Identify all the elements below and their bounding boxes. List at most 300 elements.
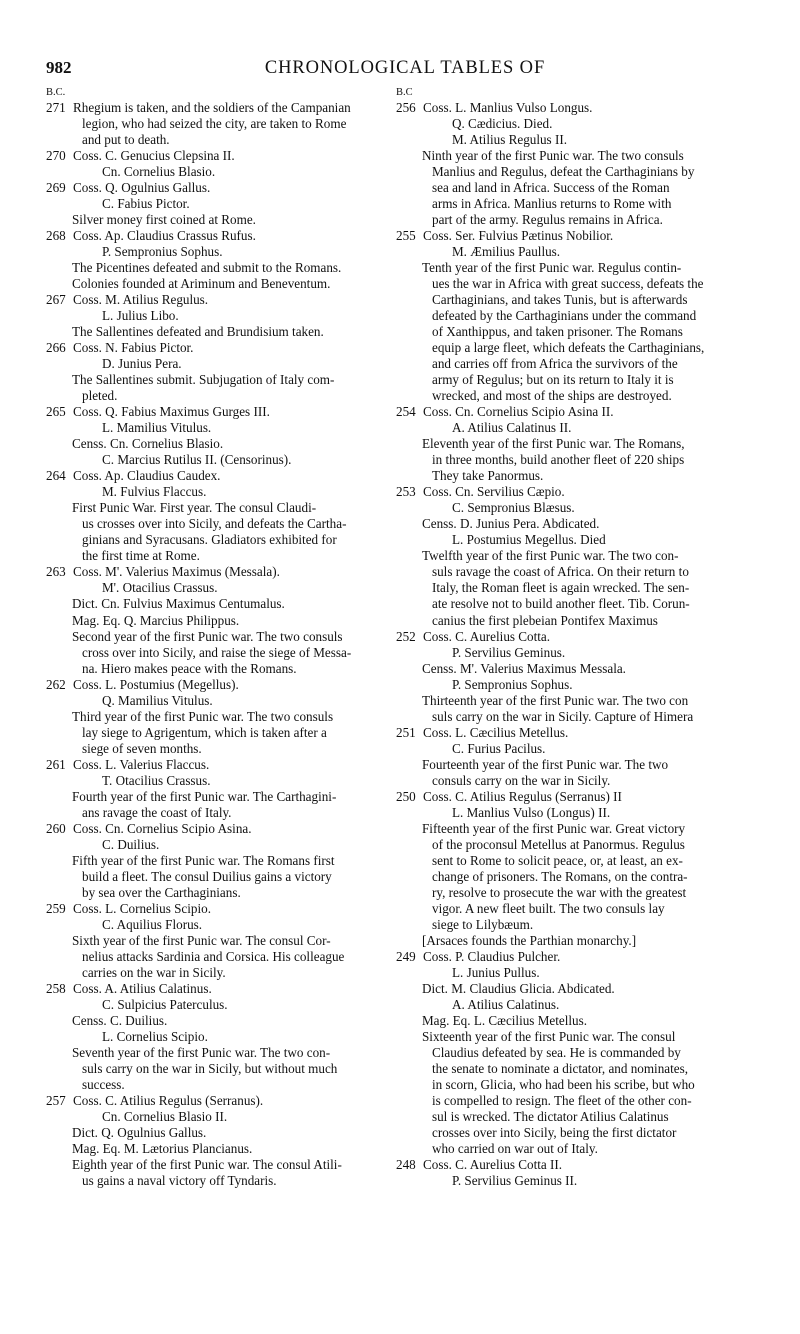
chronology-line [46,709,388,725]
entry-text: wrecked, and most of the ships are destroyed. [432,388,672,404]
chronology-line [396,580,766,596]
chronology-line [396,196,766,212]
year-number: 252 [396,628,416,644]
chronology-line [396,1077,766,1093]
chronology-line [396,1045,766,1061]
entry-text: Cn. Cornelius Blasio. [102,164,216,180]
entry-text: [Arsaces founds the Parthian monarchy.] [422,932,637,948]
entry-text: Coss. M'. Valerius Maximus (Messala). [73,564,280,580]
entry-text: Coss. C. Atilius Regulus (Serranus) II [423,788,622,804]
entry-text: M. Atilius Regulus II. [452,132,567,148]
chronology-line [46,148,388,164]
entry-text: Coss. L. Cæcilius Metellus. [423,724,569,740]
entry-text: Coss. Ap. Claudius Crassus Rufus. [73,228,256,244]
entry-text: A. Atilius Calatinus II. [452,420,572,436]
chronology-line [46,965,388,981]
chronology-line [396,148,766,164]
chronology-line [396,773,766,789]
chronology-line [396,372,766,388]
year-number: 264 [46,468,66,484]
chronology-line [46,532,388,548]
chronology-list [46,100,388,1189]
chronology-line [46,1093,388,1109]
year-number: 259 [46,900,66,916]
chronology-line [46,548,388,564]
chronology-line [46,629,388,645]
chronology-line [396,292,766,308]
era-label: B.C. [46,87,66,98]
chronology-line [46,260,388,276]
entry-text: ginians and Syracusans. Gladiators exhibited for [82,532,337,548]
entry-text: ry, resolve to prosecute the war with the greatest [432,884,687,900]
entry-text: Coss. L. Valerius Flaccus. [73,756,210,772]
entry-text: change of prisoners. The Romans, on the contra- [432,868,688,884]
entry-text: L. Manlius Vulso (Longus) II. [452,804,611,820]
chronology-line [46,276,388,292]
entry-text: crosses over into Sicily, being the first dictator [432,1125,677,1140]
entry-text: in scorn, Glicia, who had been his scribe, but who [432,1076,695,1092]
chronology-line [46,340,388,356]
chronology-line [396,933,766,949]
entry-text: defeated by the Carthaginians under the command [432,308,697,324]
chronology-line [46,933,388,949]
entry-text: us crosses over into Sicily, and defeats the Cartha- [82,516,347,532]
year-number: 254 [396,404,416,420]
entry-text: ues the war in Africa with great success, defeats the [432,276,704,292]
chronology-line [46,468,388,484]
chronology-line [396,901,766,917]
entry-text: L. Postumius Megellus. Died [452,532,606,548]
entry-text: First Punic War. First year. The consul Claudi- [72,500,317,516]
entry-text: suls carry on the war in Sicily. Capture of Himera [432,708,694,724]
entry-text: sent to Rome to solicit peace, or, at least, an ex- [432,852,683,868]
year-number: 261 [46,756,66,772]
entry-text: Fifth year of the first Punic war. The Romans first [72,852,335,868]
chronology-line [46,132,388,148]
page-number: 982 [46,58,72,77]
entry-text: Seventh year of the first Punic war. The two con- [72,1044,331,1060]
chronology-line [46,372,388,388]
chronology-line [396,1013,766,1029]
chronology-line [46,324,388,340]
chronology-line [46,1173,388,1189]
entry-text: the senate to nominate a dictator, and nominates, [432,1060,688,1076]
entry-text: siege of seven months. [82,740,202,756]
entry-text: success. [82,1076,125,1092]
entry-text: Coss. Ap. Claudius Caudex. [73,468,221,484]
entry-text: P. Servilius Geminus II. [452,1173,578,1189]
chronology-line [46,837,388,853]
entry-text: Carthaginians, and takes Tunis, but is afterwards [432,292,688,308]
chronology-line [46,613,388,629]
entry-text: arms in Africa. Manlius returns to Rome with [432,196,672,212]
entry-text: Coss. C. Genucius Clepsina II. [73,148,235,164]
entry-text: Censs. C. Duilius. [72,1012,168,1028]
entry-text: who carried on war out of Italy. [432,1141,598,1157]
chronology-line [396,741,766,757]
chronology-line [396,260,766,276]
entry-text: legion, who had seized the city, are taken to Rome [82,116,347,132]
year-number: 265 [46,404,66,420]
entry-text: T. Otacilius Crassus. [102,772,211,788]
entry-text: L. Junius Pullus. [452,964,540,980]
chronology-line [396,340,766,356]
chronology-line [396,965,766,981]
entry-text: Fourth year of the first Punic war. The Carthagini- [72,788,337,804]
entry-text: vigor. A new fleet built. The two consuls lay [432,900,665,916]
year-number: 257 [46,1092,66,1108]
entry-text: Coss. L. Postumius (Megellus). [73,676,239,692]
entry-text: L. Mamilius Vitulus. [102,420,212,436]
chronology-line [46,789,388,805]
entry-text: and carries off from Africa the survivors of the [432,356,678,372]
chronology-line [396,997,766,1013]
entry-text: Coss. C. Aurelius Cotta. [423,628,551,644]
entry-text: Cn. Cornelius Blasio II. [102,1108,228,1124]
chronology-list [396,100,766,1189]
chronology-line [396,516,766,532]
entry-text: Censs. D. Junius Pera. Abdicated. [422,516,600,532]
chronology-line [396,709,766,725]
chronology-line [46,420,388,436]
entry-text: Second year of the first Punic war. The two consuls [72,628,343,644]
chronology-line [396,1173,766,1189]
chronology-line [46,164,388,180]
chronology-line [46,1077,388,1093]
chronology-line [46,212,388,228]
chronology-line [396,949,766,965]
chronology-line [46,693,388,709]
chronology-line [396,693,766,709]
chronology-line [46,885,388,901]
entry-text: C. Marcius Rutilus II. (Censorinus). [102,452,292,468]
entry-text: M'. Otacilius Crassus. [102,580,218,596]
entry-text: Coss. Cn. Cornelius Scipio Asina. [73,820,252,836]
entry-text: army of Regulus; but on its return to Italy it is [432,372,674,388]
entry-text: is compelled to resign. The fleet of the other con- [432,1092,692,1108]
entry-text: suls carry on the war in Sicily, but without much [82,1060,338,1076]
year-number: 249 [396,948,416,964]
chronology-line [396,917,766,933]
chronology-line [46,1045,388,1061]
chronology-line [396,244,766,260]
entry-text: Fifteenth year of the first Punic war. Great victory [422,820,686,836]
chronology-line [396,1109,766,1125]
chronology-line [46,356,388,372]
entry-text: Tenth year of the first Punic war. Regulus contin- [422,260,682,276]
chronology-line [46,661,388,677]
entry-text: the first time at Rome. [82,548,200,564]
entry-text: suls ravage the coast of Africa. On their return to [432,564,689,580]
chronology-line [46,436,388,452]
chronology-line [46,725,388,741]
entry-text: Coss. Ser. Fulvius Pætinus Nobilior. [423,228,614,244]
entry-text: cross over into Sicily, and raise the siege of Messa- [82,644,352,660]
entry-text: Coss. M. Atilius Regulus. [73,292,209,308]
chronology-line [46,244,388,260]
chronology-line [46,292,388,308]
entry-text: Coss. Cn. Cornelius Scipio Asina II. [423,404,614,420]
entry-text: Coss. Cn. Servilius Cæpio. [423,484,565,500]
chronology-line [396,452,766,468]
entry-text: nelius attacks Sardinia and Corsica. His colleague [82,948,345,964]
chronology-line [396,1093,766,1109]
page-header [46,58,764,82]
entry-text: The Sallentines submit. Subjugation of Italy com- [72,372,335,388]
entry-text: Q. Mamilius Vitulus. [102,692,213,708]
chronology-line [46,100,388,116]
chronology-line [396,404,766,420]
chronology-line [396,212,766,228]
entry-text: P. Sempronius Sophus. [102,244,223,260]
entry-text: Twelfth year of the first Punic war. The two con- [422,548,679,564]
entry-text: carries on the war in Sicily. [82,964,226,980]
entry-text: C. Sempronius Blæsus. [452,500,575,516]
entry-text: in three months, build another fleet of 220 ships [432,452,685,468]
chronology-line [46,645,388,661]
chronology-line [396,596,766,612]
entry-text: Coss. C. Atilius Regulus (Serranus). [73,1092,264,1108]
chronology-line [46,500,388,516]
entry-text: Fourteenth year of the first Punic war. The two [422,756,669,772]
entry-text: They take Panormus. [432,468,544,484]
entry-text: canius the first plebeian Pontifex Maximus [432,612,658,628]
chronology-line [396,789,766,805]
chronology-line [46,949,388,965]
entry-text: consuls carry on the war in Sicily. [432,772,611,788]
chronology-line [396,276,766,292]
chronology-line [396,180,766,196]
entry-text: Eleventh year of the first Punic war. The Romans, [422,436,685,452]
chronology-line [46,1109,388,1125]
year-number: 266 [46,340,66,356]
entry-text: part of the army. Regulus remains in Africa. [432,212,663,228]
entry-text: Censs. M'. Valerius Maximus Messala. [422,660,626,676]
chronology-line [396,885,766,901]
entry-text: P. Sempronius Sophus. [452,676,573,692]
year-number: 248 [396,1157,416,1173]
chronology-line [46,1013,388,1029]
chronology-line [46,308,388,324]
entry-text: D. Junius Pera. [102,356,182,372]
entry-text: Mag. Eq. M. Lætorius Plancianus. [72,1141,253,1157]
chronology-line [396,1157,766,1173]
entry-text: Eighth year of the first Punic war. The consul Atili- [72,1157,342,1173]
chronology-line [46,484,388,500]
right-column [396,86,766,1189]
chronology-line [396,869,766,885]
chronology-line [46,981,388,997]
chronology-line [396,324,766,340]
entry-text: Dict. M. Claudius Glicia. Abdicated. [422,980,615,996]
entry-text: Coss. P. Claudius Pulcher. [423,948,561,964]
chronology-line [396,1125,766,1141]
chronology-line [46,1141,388,1157]
chronology-line [396,468,766,484]
entry-text: ans ravage the coast of Italy. [82,804,232,820]
year-number: 268 [46,228,66,244]
entry-text: Sixth year of the first Punic war. The consul Cor- [72,932,331,948]
entry-text: sul is wrecked. The dictator Atilius Calatinus [432,1108,669,1124]
entry-text: Coss. A. Atilius Calatinus. [73,980,212,996]
chronology-line [46,853,388,869]
entry-text: A. Atilius Calatinus. [452,996,560,1012]
chronology-line [396,228,766,244]
chronology-line [396,661,766,677]
entry-text: Dict. Cn. Fulvius Maximus Centumalus. [72,596,285,612]
chronology-line [396,116,766,132]
chronology-line [46,741,388,757]
chronology-line [396,356,766,372]
chronology-line [396,164,766,180]
year-number: 262 [46,676,66,692]
chronology-line [396,388,766,404]
entry-text: ate resolve not to build another fleet. Tib. Corun- [432,596,690,612]
chronology-line [46,580,388,596]
chronology-line [396,725,766,741]
era-label: B.C [396,87,413,98]
chronology-line [46,869,388,885]
year-number: 269 [46,180,66,196]
year-number: 255 [396,228,416,244]
year-number: 267 [46,292,66,308]
year-number: 260 [46,820,66,836]
chronology-line [396,484,766,500]
entry-text: Coss. L. Cornelius Scipio. [73,900,211,916]
entry-text: pleted. [82,388,118,404]
entry-text: of Xanthippus, and taken prisoner. The Romans [432,324,683,340]
chronology-line [46,1061,388,1077]
chronology-line [396,132,766,148]
chronology-line [46,452,388,468]
entry-text: M. Æmilius Paullus. [452,244,561,260]
chronology-line [396,308,766,324]
chronology-line [46,404,388,420]
entry-text: Mag. Eq. L. Cæcilius Metellus. [422,1012,587,1028]
chronology-line [396,805,766,821]
chronology-line [46,821,388,837]
entry-text: siege to Lilybæum. [432,916,534,932]
chronology-line [396,1141,766,1157]
entry-text: Q. Cædicius. Died. [452,116,553,132]
entry-text: Censs. Cn. Cornelius Blasio. [72,436,224,452]
year-number: 256 [396,100,416,115]
chronology-line [396,645,766,661]
chronology-line [396,564,766,580]
chronology-line [46,1157,388,1173]
chronology-line [46,596,388,612]
chronology-line [396,532,766,548]
entry-text: Coss. L. Manlius Vulso Longus. [423,100,593,115]
chronology-line [46,228,388,244]
entry-text: Manlius and Regulus, defeat the Carthaginians by [432,164,695,180]
entry-text: The Picentines defeated and submit to the Romans. [72,260,342,276]
chronology-line [46,757,388,773]
page-title: CHRONOLOGICAL TABLES OF [264,58,546,78]
entry-text: Coss. Q. Ogulnius Gallus. [73,180,211,196]
chronology-line [396,548,766,564]
entry-text: sea and land in Africa. Success of the Roman [432,180,670,196]
entry-text: P. Servilius Geminus. [452,644,566,660]
chronology-line [46,677,388,693]
entry-text: build a fleet. The consul Duilius gains a victory [82,868,332,884]
entry-text: C. Aquilius Florus. [102,916,203,932]
chronology-line [46,917,388,933]
chronology-line [396,1061,766,1077]
entry-text: Claudius defeated by sea. He is commanded by [432,1044,681,1060]
year-number: 250 [396,788,416,804]
entry-text: Coss. Q. Fabius Maximus Gurges III. [73,404,270,420]
entry-text: Rhegium is taken, and the soldiers of the Campanian [73,100,351,115]
chronology-line [396,420,766,436]
entry-text: Coss. N. Fabius Pictor. [73,340,194,356]
entry-text: L. Cornelius Scipio. [102,1028,208,1044]
chronology-line [396,1029,766,1045]
chronology-line [396,821,766,837]
chronology-line [46,773,388,789]
entry-text: Sixteenth year of the first Punic war. The consul [422,1028,676,1044]
entry-text: Third year of the first Punic war. The two consuls [72,708,334,724]
year-number: 270 [46,148,66,164]
year-number: 251 [396,724,416,740]
entry-text: C. Furius Pacilus. [452,740,546,756]
chronology-line [46,1125,388,1141]
entry-text: Italy, the Roman fleet is again wrecked. The sen- [432,580,690,596]
chronology-line [46,516,388,532]
entry-text: C. Sulpicius Paterculus. [102,996,228,1012]
chronology-line [396,757,766,773]
entry-text: C. Fabius Pictor. [102,196,190,212]
chronology-line [46,388,388,404]
entry-text: The Sallentines defeated and Brundisium taken. [72,324,324,340]
chronology-line [46,116,388,132]
year-number: 253 [396,484,416,500]
chronology-line [46,997,388,1013]
entry-text: Ninth year of the first Punic war. The two consuls [422,148,684,164]
left-column [46,86,388,1189]
entry-text: C. Duilius. [102,836,160,852]
entry-text: Coss. C. Aurelius Cotta II. [423,1157,563,1173]
chronology-line [396,500,766,516]
chronology-line [396,853,766,869]
entry-text: Thirteenth year of the first Punic war. The two con [422,692,689,708]
chronology-line [46,805,388,821]
chronology-line [46,180,388,196]
chronology-line [46,564,388,580]
chronology-line [396,613,766,629]
entry-text: and put to death. [82,132,170,148]
year-number: 258 [46,980,66,996]
chronology-line [396,981,766,997]
entry-text: Dict. Q. Ogulnius Gallus. [72,1125,207,1140]
entry-text: equip a large fleet, which defeats the Carthaginians, [432,340,705,356]
entry-text: Mag. Eq. Q. Marcius Philippus. [72,612,240,628]
chronology-line [396,436,766,452]
chronology-line [46,901,388,917]
entry-text: by sea over the Carthaginians. [82,884,241,900]
chronology-line [396,837,766,853]
entry-text: Colonies founded at Ariminum and Beneventum. [72,276,331,292]
entry-text: Silver money first coined at Rome. [72,212,256,228]
chronology-line [396,100,766,116]
entry-text: of the proconsul Metellus at Panormus. Regulus [432,836,685,852]
chronology-line [46,1029,388,1045]
chronology-line [396,677,766,693]
chronology-line [46,196,388,212]
year-number: 271 [46,100,66,115]
entry-text: na. Hiero makes peace with the Romans. [82,660,297,676]
entry-text: lay siege to Agrigentum, which is taken after a [82,724,327,740]
